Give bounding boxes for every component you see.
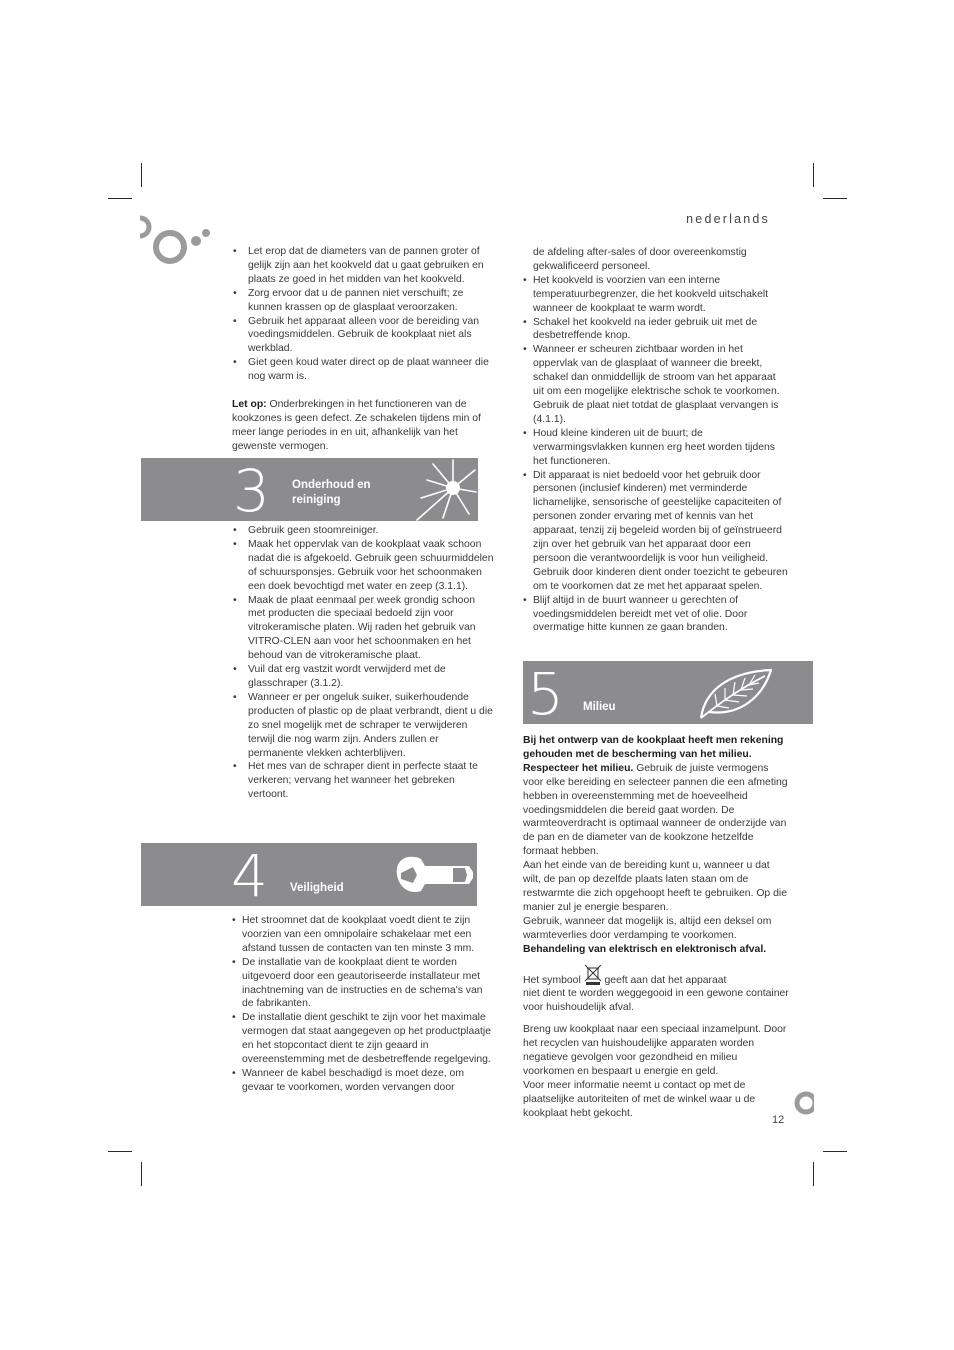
safety-bullet-list-continued — [523, 274, 789, 636]
safety-bullet-list — [232, 914, 494, 1095]
section-5-header — [523, 660, 813, 728]
intro-bold: Bij het ontwerp van de kookplaat heeft men rekening gehouden met de bescherming van het milieu. Respecteer het milieu. — [523, 735, 784, 774]
list-item: • Gebruik het apparaat alleen voor de bereiding van voedingsmiddelen. Gebruik de kookplaat niet als werkblad. — [232, 315, 494, 357]
waste-heading: Behandeling van elektrisch en elektronisch afval. — [523, 943, 767, 955]
cleaning-bullet-list — [232, 524, 494, 802]
list-item: • Vuil dat erg vastzit wordt verwijderd met de glasschraper (3.1.2). — [232, 663, 494, 691]
language-label: nederlands — [686, 212, 770, 226]
list-item: • Maak de plaat eenmaal per week grondig schoon met producten die speciaal bedoeld zijn voor vitrokeramische platen. Wij raden het gebruik van VITRO-CLEN aan voor het schoonmaken en het behoud van de vitrokeramische plaat. — [232, 594, 494, 664]
logo-bubbles-icon — [138, 212, 218, 272]
section-4-body — [232, 914, 494, 1095]
section-number: 3 — [233, 457, 270, 525]
left-top-text — [232, 245, 494, 454]
circle-mark-icon — [792, 1090, 814, 1116]
wrench-icon — [391, 851, 475, 901]
crop-mark-top-left-h — [108, 198, 132, 199]
list-item: • Giet geen koud water direct op de plaat wanneer die nog warm is. — [232, 356, 494, 384]
contact-paragraph: Voor meer informatie neemt u contact op met de plaatselijke autoriteiten of met de winkel waar u de kookplaat hebt gekocht. — [523, 1079, 756, 1119]
crossed-bin-icon — [584, 964, 602, 986]
section-number: 5 — [527, 660, 564, 728]
lid-paragraph: Gebruik, wanneer dat mogelijk is, altijd een deksel om warmteverlies door verdamping te voorkomen. — [523, 915, 772, 941]
list-item: • Maak het oppervlak van de kookplaat vaak schoon nadat die is afgekoeld. Gebruik geen schuurmiddelen of schuursponsjes. Gebruik voor het schoonmaken een doek bevochtigd met water en zeep (3.1.1). — [232, 538, 494, 594]
section-title: Milieu — [583, 701, 616, 713]
list-item: • Wanneer de kabel beschadigd is moet deze, om gevaar te voorkomen, worden vervangen door — [232, 1067, 494, 1095]
section-3-body — [232, 524, 494, 802]
crop-mark-bottom-right-v — [813, 1162, 814, 1186]
crop-mark-top-right-h — [823, 198, 847, 199]
list-item: • Blijf altijd in de buurt wanneer u gerechten of voedingsmiddelen bereidt met vet of olie. Door overmatige hitte kunnen ze gaan branden. — [523, 594, 789, 636]
intro-text: Gebruik de juiste vermogens voor elke bereiding en selecteer pannen die een afmeting hebben in overeenstemming met de hoeveelheid voedingsmiddelen die bereid gaat worden. De warmteoverdracht is optimaal wanneer de onderzijde van de pan en de diameter van de kookzone hetzelfde formaat hebben. — [523, 762, 788, 858]
symbol-paragraph — [523, 964, 789, 1016]
list-item: • Wanneer er per ongeluk suiker, suikerhoudende producten of plastic op de plaat verbrandt, dient u die zo snel mogelijk met de schraper te verwijderen terwijl die nog warm zijn. Anders zullen er permanente vlekken achterblijven. — [232, 691, 494, 761]
sparkle-icon — [413, 458, 477, 521]
leaf-icon — [695, 666, 775, 720]
note-label: Let op: — [232, 399, 267, 411]
symbol-rest: niet dient te worden weggegooid in een gewone container voor huishoudelijk afval. — [523, 988, 789, 1014]
symbol-after: geeft aan dat het apparaat — [601, 974, 727, 986]
section-4-header — [141, 842, 477, 910]
recycling-paragraph: Breng uw kookplaat naar een speciaal inzamelpunt. Door het recyclen van huishoudelijke apparaten worden negatieve gevolgen voor gezondheid en milieu voorkomen en bespaart u energie en geld. — [523, 1024, 787, 1077]
symbol-before: Het symbool — [523, 974, 581, 986]
page-number: 12 — [772, 1114, 785, 1126]
list-item: • Houd kleine kinderen uit de buurt; de verwarmingsvlakken kunnen erg heet worden tijdens het functioneren. — [523, 427, 789, 469]
list-item: • Gebruik geen stoomreiniger. — [232, 524, 494, 538]
crop-mark-bottom-left-v — [141, 1162, 142, 1186]
list-item: • Dit apparaat is niet bedoeld voor het gebruik door personen (inclusief kinderen) met verminderde lichamelijke, sensorische of geestelijke capaciteiten of personen zonder ervaring met of kennis van het apparaat, tenzij zij begeleid worden bij of geïnstrueerd zijn over het gebruik van het apparaat door een persoon die verantwoordelijk is voor hun veiligheid. Gebruik door kinderen dient onder toezicht te gebeuren om te voorkomen dat ze met het apparaat spelen. — [523, 469, 789, 594]
list-item: • Het stroomnet dat de kookplaat voedt dient te zijn voorzien van een omnipolaire schakelaar met een afstand tussen de contacten van ten minste 3 mm. — [232, 914, 494, 956]
list-item: • Het mes van de schraper dient in perfecte staat te verkeren; vervang het wanneer het gebreken vertoont. — [232, 760, 494, 802]
section-title: Onderhoud en reiniging — [292, 479, 371, 506]
crop-mark-bottom-right-h — [823, 1151, 847, 1152]
list-item: • Wanneer er scheuren zichtbaar worden in het oppervlak van de glasplaat of wanneer die breekt, schakel dan onmiddellijk de stroom van het apparaat uit om een mogelijke elektrische schok te voorkomen. Gebruik de plaat niet totdat de glasplaat vervangen is (4.1.1). — [523, 343, 789, 426]
list-item: • De installatie dient geschikt te zijn voor het maximale vermogen dat staat aangegeven op het productplaatje en het stopcontact dient te zijn geaard in overeenstemming met de desbetreffende regelgeving. — [232, 1011, 494, 1067]
environment-intro — [523, 734, 789, 859]
crop-mark-top-left-v — [141, 163, 142, 187]
section-number: 4 — [231, 842, 268, 910]
section-3-header — [141, 457, 478, 525]
list-item: • Let erop dat de diameters van de pannen groter of gelijk zijn aan het kookveld dat u gaat gebruiken en plaats ze goed in het midden van het kookveld. — [232, 245, 494, 287]
right-top-text — [523, 246, 789, 635]
care-bullet-list — [232, 245, 494, 384]
crop-mark-top-right-v — [813, 163, 814, 187]
list-item: • De installatie van de kookplaat dient te worden uitgevoerd door een geautoriseerde installateur met inachtneming van de instructies en de schema's van de fabrikanten. — [232, 956, 494, 1012]
section-5-body — [523, 734, 789, 1121]
note-paragraph — [232, 398, 494, 454]
note-text: Onderbrekingen in het functioneren van de kookzones is geen defect. Ze schakelen tijdens min of meer lange periodes in en uit, afhankelijk van het gewenste vermogen. — [232, 399, 481, 452]
list-item: • Het kookveld is voorzien van een interne temperatuurbegrenzer, die het kookveld uitschakelt wanneer de kookplaat te warm wordt. — [523, 274, 789, 316]
section-title: Veiligheid — [290, 882, 344, 894]
residual-heat-paragraph: Aan het einde van de bereiding kunt u, wanneer u dat wilt, de pan op dezelfde plaats laten staan om de restwarmte die zich opgehoopt heeft te gebruiken. Op die manier zul je energie besparen. — [523, 860, 787, 913]
crop-mark-bottom-left-h — [108, 1151, 132, 1152]
continuation-text: de afdeling after-sales of door overeenkomstig gekwalificeerd personeel. — [533, 247, 747, 272]
list-item: • Schakel het kookveld na ieder gebruik uit met de desbetreffende knop. — [523, 316, 789, 344]
list-item: • Zorg ervoor dat u de pannen niet verschuift; ze kunnen krassen op de glasplaat veroorzaken. — [232, 287, 494, 315]
